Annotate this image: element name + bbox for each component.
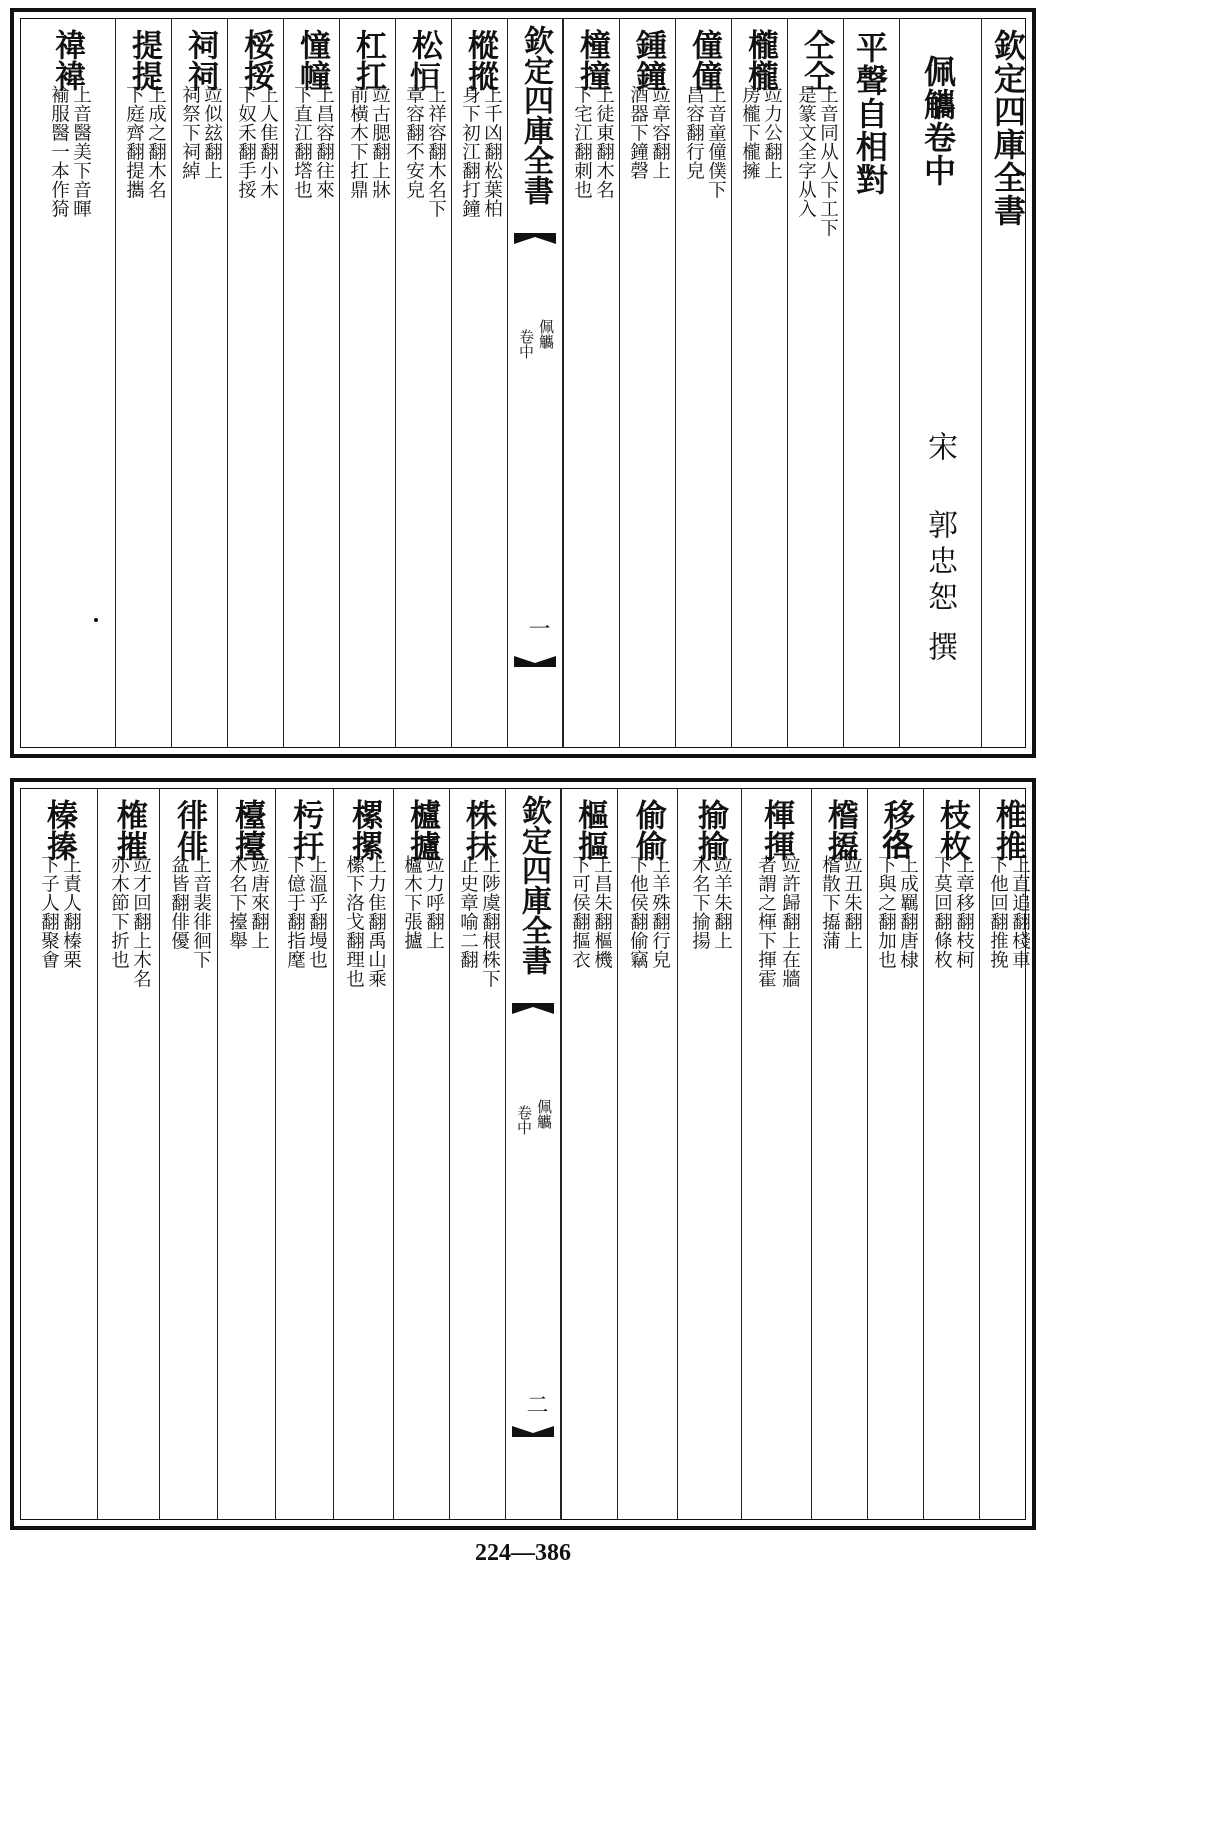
entry-gloss: 下可侯翻摳衣 [569, 855, 591, 969]
entry-headword: 揄揄 [692, 799, 728, 861]
entry-gloss: 上成之翻木名 [145, 85, 167, 199]
entry-column [21, 789, 97, 1519]
entry-gloss: 亦木節下折也 [108, 855, 130, 969]
entry-gloss: 者謂之楎下揮霍 [755, 855, 777, 988]
entry-column [227, 19, 283, 747]
entry-column [275, 789, 333, 1519]
entry-column [339, 19, 395, 747]
entry-gloss: 竝章容翻上 [649, 85, 671, 180]
entry-gloss: 上力隹翻禹山乘 [365, 855, 387, 988]
entry-headword: 樞摳 [572, 799, 608, 861]
col-book-title [981, 19, 1035, 747]
entry-gloss: 祠祭下祠綽 [179, 85, 201, 180]
entry-headword: 櫨攎 [404, 799, 440, 861]
center-spine [505, 789, 561, 1519]
spine-book: 佩觿 [537, 319, 555, 349]
entry-gloss: 身下初江翻打鐘 [459, 85, 481, 218]
entry-gloss: 褕服醫一本作猗 [48, 85, 70, 218]
entry-column [979, 789, 1035, 1519]
entry-headword: 榷摧 [111, 799, 147, 861]
author-name: 郭忠恕 [922, 509, 957, 617]
entry-column [333, 789, 393, 1519]
entry-headword: 楎揮 [758, 799, 794, 861]
entry-gloss: 竝似玆翻上 [201, 85, 223, 180]
entry-gloss: 下子人翻聚㑹 [38, 855, 60, 969]
entry-gloss: 下庭齊翻提攜 [123, 85, 145, 199]
entry-gloss: 下他侯翻偷竊 [627, 855, 649, 969]
entry-column [619, 19, 675, 747]
entry-gloss: 竝唐來翻上 [248, 855, 270, 950]
entry-gloss: 竝丑朱翻上 [841, 855, 863, 950]
section-title: 平聲自相對 [851, 31, 889, 196]
entry-gloss: 上成羈翻唐棣 [897, 855, 919, 969]
entry-column [171, 19, 227, 747]
entry-gloss: 櫨木下張攎 [401, 855, 423, 950]
entry-gloss: 昌容翻行皃 [683, 85, 705, 180]
entry-headword: 檯擡 [229, 799, 265, 861]
entry-gloss: 盆皆翻俳優 [168, 855, 190, 950]
spine-volume: 卷中 [515, 1105, 533, 1135]
entry-gloss: 下莫回翻條枚 [931, 855, 953, 969]
entry-column [451, 19, 507, 747]
entry-gloss: 木名下揄揚 [689, 855, 711, 950]
fish-tail-mark [512, 1003, 554, 1023]
entry-gloss: 上千凶翻松葉柏 [481, 85, 503, 218]
entry-gloss: 上章移翻枝柯 [953, 855, 975, 969]
entry-column [561, 789, 617, 1519]
entry-gloss: 止史章喻二翻 [457, 855, 479, 969]
page-frame-bottom [20, 788, 1031, 1520]
fish-tail-mark [514, 647, 556, 667]
scan-page-number: 224—386 [475, 1540, 571, 1566]
entry-gloss: 木名下擡舉 [226, 855, 248, 950]
entry-gloss: 前橫木下扛鼎 [347, 85, 369, 199]
entry-column [563, 19, 619, 747]
entry-gloss: 上音童僮僕下 [705, 85, 727, 199]
entry-gloss: 上音裴徘徊下 [190, 855, 212, 969]
entry-gloss: 㮷散下㩡蒲 [819, 855, 841, 950]
author-role: 撰 [922, 631, 957, 667]
ink-speck [94, 618, 98, 622]
center-spine [507, 19, 563, 747]
entry-headword: 樏摞 [346, 799, 382, 861]
entry-gloss: 上昌朱翻樞機 [591, 855, 613, 969]
entry-gloss: 竝羊朱翻上 [711, 855, 733, 950]
spine-book: 佩觿 [535, 1099, 553, 1129]
entry-gloss: 上陟虞翻根株下 [479, 855, 501, 988]
entry-headword: 櫳櫳 [742, 29, 778, 91]
entry-headword: 松𢘆 [406, 29, 442, 91]
entry-gloss: 上徒東翻木名 [593, 85, 615, 199]
col-chapter [899, 19, 981, 747]
entry-gloss: 下億于翻指麾 [284, 855, 306, 969]
entry-headword: 杇扜 [287, 799, 323, 861]
entry-column [811, 789, 867, 1519]
entry-gloss: 竝力呼翻上 [423, 855, 445, 950]
entry-column [97, 789, 159, 1519]
entry-headword: 仝仝 [798, 29, 834, 91]
entry-gloss: 是篆文全字从入 [795, 85, 817, 218]
entry-headword: 僮僮 [686, 29, 722, 91]
entry-column [787, 19, 843, 747]
dynasty: 宋 [922, 431, 957, 467]
page-bottom [10, 778, 1036, 1530]
entry-gloss: 樏下洛戈翻理也 [343, 855, 365, 988]
entry-gloss: 上責人翻榛栗 [60, 855, 82, 969]
entry-headword: 憧幢 [294, 29, 330, 91]
entry-column [617, 789, 677, 1519]
entry-column [21, 19, 115, 747]
entry-gloss: 上音醫美下音暉 [70, 85, 92, 218]
spine-volume: 卷中 [517, 329, 535, 359]
spine-title: 欽定四庫全書 [518, 25, 553, 205]
entry-column [675, 19, 731, 747]
entry-gloss: 下與之翻加也 [875, 855, 897, 969]
entry-column [449, 789, 505, 1519]
entry-headword: 椎推 [990, 799, 1026, 861]
fish-tail-mark [512, 1417, 554, 1437]
spine-title: 欽定四庫全書 [516, 795, 551, 975]
entry-gloss: 酒器下鐘磬 [627, 85, 649, 180]
entry-column [741, 789, 811, 1519]
entry-column [867, 789, 923, 1519]
entry-gloss: 章容翻不安皃 [403, 85, 425, 199]
entry-column [395, 19, 451, 747]
entry-column [923, 789, 979, 1519]
entry-headword: 橦撞 [574, 29, 610, 91]
entry-headword: 祠祠 [182, 29, 218, 91]
entry-gloss: 竝古腮翻上牀 [369, 85, 391, 199]
entry-headword: 提提 [126, 29, 162, 91]
entry-headword: 桵挼 [238, 29, 274, 91]
entry-headword: 禕褘 [49, 29, 85, 91]
entry-headword: 㮷㩡 [822, 799, 858, 861]
entry-gloss: 上直追翻棧車 [1009, 855, 1031, 969]
col-section [843, 19, 899, 747]
entry-headword: 偷偷 [630, 799, 666, 861]
page-number: 一 [525, 617, 550, 639]
page-top [10, 8, 1036, 758]
entry-gloss: 竝才回翻上木名 [130, 855, 152, 988]
entry-gloss: 上昌容翻往來 [313, 85, 335, 199]
entry-gloss: 竝許歸翻上在牆 [779, 855, 801, 988]
entry-gloss: 竝力公翻上 [761, 85, 783, 180]
page-frame-top [20, 18, 1026, 748]
entry-headword: 杠扛 [350, 29, 386, 91]
entry-headword: 枝枚 [934, 799, 970, 861]
entry-column [159, 789, 217, 1519]
entry-gloss: 下宅江翻刺也 [571, 85, 593, 199]
entry-gloss: 上人隹翻小木 [257, 85, 279, 199]
entry-gloss: 下直江翻㙮也 [291, 85, 313, 199]
entry-gloss: 房櫳下櫳擁 [739, 85, 761, 180]
entry-column [217, 789, 275, 1519]
entry-gloss: 上羊殊翻行皃 [649, 855, 671, 969]
entry-column [677, 789, 741, 1519]
page-number: 二 [523, 1393, 548, 1415]
entry-column [731, 19, 787, 747]
entry-column [283, 19, 339, 747]
entry-gloss: 上音同从人下工下 [817, 85, 839, 237]
entry-headword: 榛搸 [41, 799, 77, 861]
entry-headword: 株抹 [460, 799, 496, 861]
fish-tail-mark [514, 233, 556, 253]
entry-headword: 鍾鐘 [630, 29, 666, 91]
book-title: 欽定四庫全書 [989, 29, 1027, 227]
entry-column [115, 19, 171, 747]
entry-headword: 移𢓜 [878, 799, 914, 861]
entry-gloss: 下他回翻推挽 [987, 855, 1009, 969]
entry-headword: 徘俳 [171, 799, 207, 861]
entry-gloss: 下奴禾翻手挼 [235, 85, 257, 199]
entry-gloss: 上祥容翻木名下 [425, 85, 447, 218]
entry-headword: 樅摐 [462, 29, 498, 91]
entry-gloss: 上溫乎翻墁也 [306, 855, 328, 969]
entry-column [393, 789, 449, 1519]
chapter-title: 佩觿卷中 [919, 55, 957, 187]
